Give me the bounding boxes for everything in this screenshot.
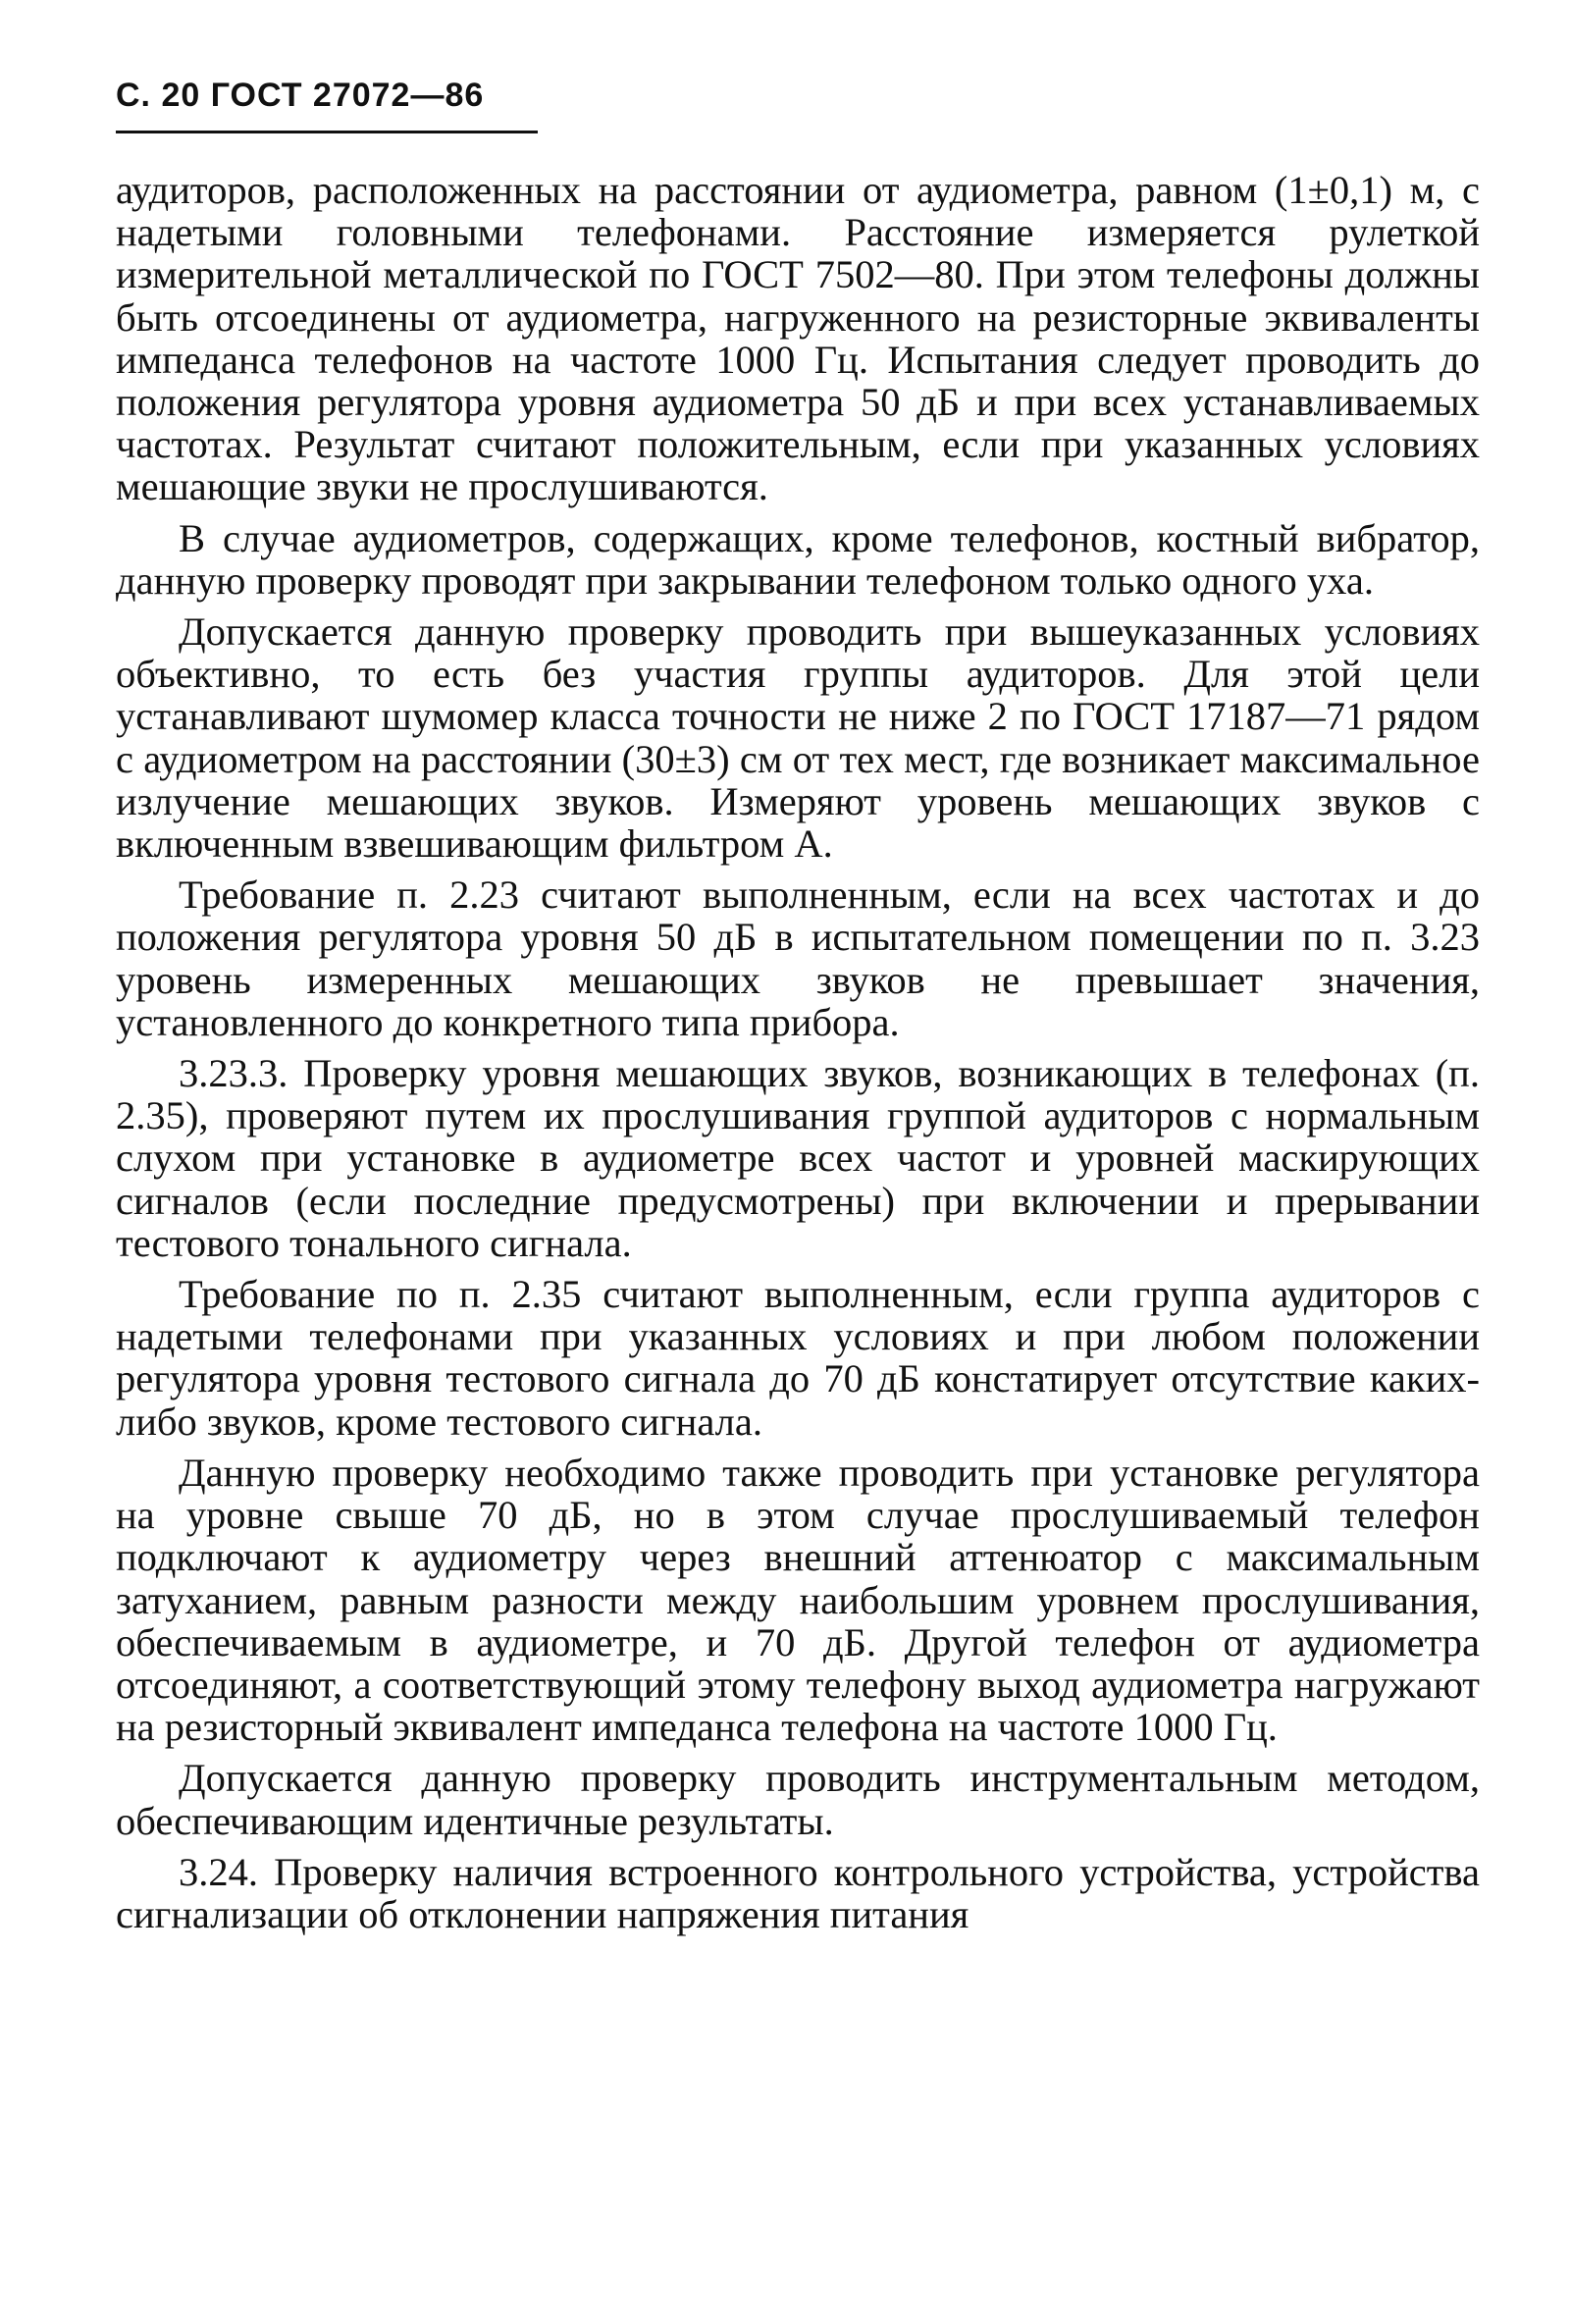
paragraph: аудиторов, расположенных на расстоянии от аудиометра, равном (1±0,1) м, с надетыми головными телефонами. Расстояние измеряется рулеткой измерительной металлической по ГОСТ 7502—80. При этом телефоны должны быть отсоединены от аудиометра, нагруженного на резисторные эквиваленты импеданса телефонов на частоте 1000 Гц. Испытания следует проводить до положения регулятора уровня аудиометра 50 дБ и при всех устанавливаемых частотах. Результат считают положительным, если при указанных условиях мешающие звуки не прослушиваются. [116, 168, 1480, 509]
header-rule [116, 131, 538, 133]
paragraph: Допускается данную проверку проводить инструментальным методом, обеспечивающим идентичные результаты. [116, 1756, 1480, 1843]
paragraph: Требование по п. 2.35 считают выполненным, если группа аудиторов с надетыми телефонами при указанных условиях и при любом положении регулятора уровня тестового сигнала до 70 дБ констатирует отсутствие каких-либо звуков, кроме тестового сигнала. [116, 1272, 1480, 1444]
paragraph: Требование п. 2.23 считают выполненным, если на всех частотах и до положения регулятора уровня 50 дБ в испытательном помещении по п. 3.23 уровень измеренных мешающих звуков не превышает значения, установленного до конкретного типа прибора. [116, 872, 1480, 1044]
paragraph: Допускается данную проверку проводить при вышеуказанных условиях объективно, то есть без участия группы аудиторов. Для этой цели устанавливают шумомер класса точности не ниже 2 по ГОСТ 17187—71 рядом с аудиометром на расстоянии (30±3) см от тех мест, где возникает максимальное излучение мешающих звуков. Измеряют уровень мешающих звуков с включенным взвешивающим фильтром А. [116, 609, 1480, 867]
body-text [116, 169, 1480, 1935]
paragraph: В случае аудиометров, содержащих, кроме телефонов, костный вибратор, данную проверку проводят при закрывании телефоном только одного уха. [116, 515, 1480, 603]
paragraph: 3.24. Проверку наличия встроенного контрольного устройства, устройства сигнализации об отклонении напряжения питания [116, 1849, 1480, 1936]
paragraph: 3.23.3. Проверку уровня мешающих звуков, возникающих в телефонах (п. 2.35), проверяют путем их прослушивания группой аудиторов с нормальным слухом при установке в аудиометре всех частот и уровней маскирующих сигналов (если последние предусмотрены) при включении и прерывании тестового тонального сигнала. [116, 1051, 1480, 1265]
page-header: С. 20 ГОСТ 27072—86 [116, 77, 485, 114]
paragraph: Данную проверку необходимо также проводить при установке регулятора на уровне свыше 70 дБ, но в этом случае прослушиваемый телефон подключают к аудиометру через внешний аттенюатор с максимальным затуханием, равным разности между наибольшим уровнем прослушивания, обеспечиваемым в аудиометре, и 70 дБ. Другой телефон от аудиометра отсоединяют, а соответствующий этому телефону выход аудиометра нагружают на резисторный эквивалент импеданса телефона на частоте 1000 Гц. [116, 1450, 1480, 1750]
